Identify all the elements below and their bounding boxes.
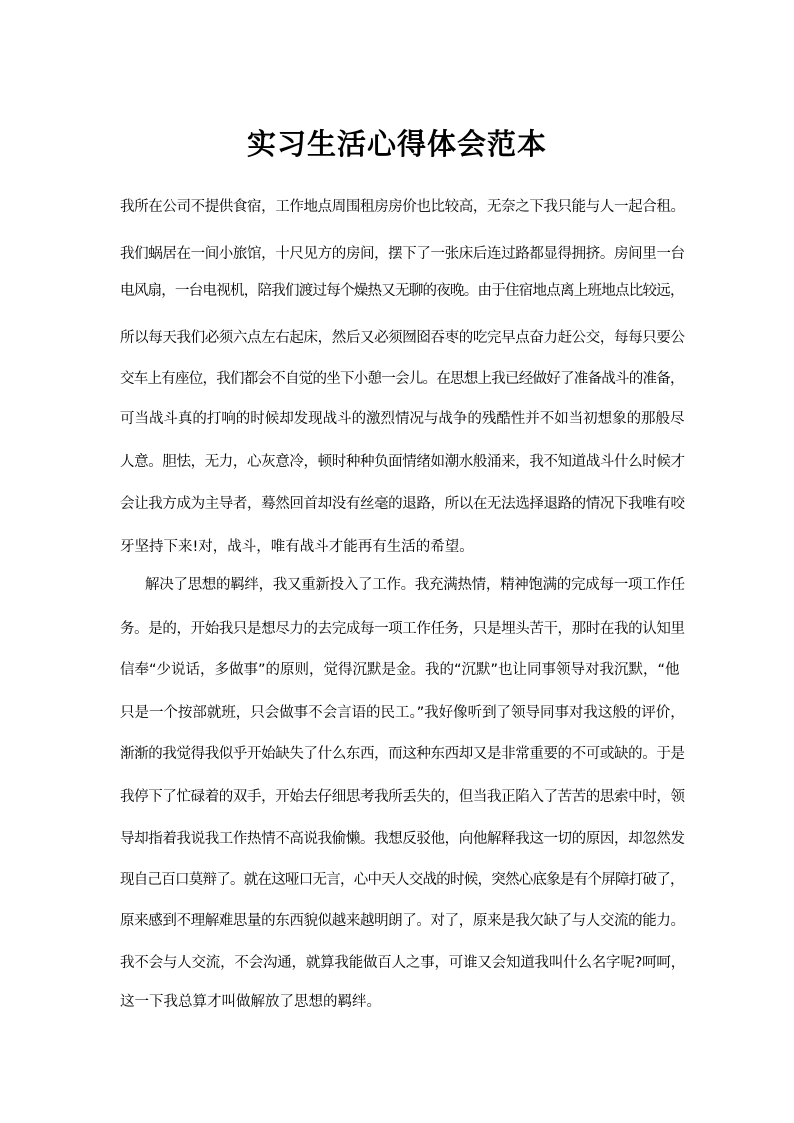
paragraph-line: 可当战斗真的打响的时候却发现战斗的激烈情况与战争的残酷性并不如当初想象的那般尽 xyxy=(120,411,685,427)
paragraph-line: 所以每天我们必须六点左右起床，然后又必须囫囵吞枣的吃完早点奋力赶公交，每每只要公 xyxy=(120,330,685,346)
paragraph-line: 牙坚持下来!对，战斗，唯有战斗才能再有生活的希望。 xyxy=(120,539,474,555)
paragraph-line: 我所在公司不提供食宿，工作地点周围租房房价也比较高，无奈之下我只能与人一起合租。 xyxy=(120,199,685,215)
paragraph-line: 务。是的，开始我只是想尽力的去完成每一项工作任务，只是埋头苦干，那时在我的认知里 xyxy=(120,621,685,637)
paragraph-line: 信奉“少说话，多做事”的原则，觉得沉默是金。我的“沉默”也让同事领导对我沉默，“他 xyxy=(120,662,680,678)
paragraph-line: 渐渐的我觉得我似乎开始缺失了什么东西，而这种东西却又是非常重要的不可或缺的。于是 xyxy=(120,746,685,762)
paragraph-line: 人意。胆怯，无力，心灰意冷，顿时种种负面情绪如潮水般涌来，我不知道战斗什么时候才 xyxy=(120,454,685,470)
paragraph-line: 这一下我总算才叫做解放了思想的羁绊。 xyxy=(120,994,381,1010)
paragraph-line: 会让我方成为主导者，蓦然回首却没有丝毫的退路，所以在无法选择退路的情况下我唯有咬 xyxy=(120,496,685,512)
paragraph-line: 我们蜗居在一间小旅馆，十尺见方的房间，摆下了一张床后连过路都显得拥挤。房间里一台 xyxy=(120,246,685,262)
paragraph-line: 电风扇，一台电视机，陪我们渡过每个燥热又无聊的夜晚。由于住宿地点离上班地点比较远， xyxy=(120,283,684,299)
paragraph-line: 我不会与人交流，不会沟通，就算我能做百人之事，可谁又会知道我叫什么名字呢?呵呵， xyxy=(120,955,685,971)
document-title: 实习生活心得体会范本 xyxy=(246,127,547,161)
paragraph-line: 现自己百口莫辩了。就在这哑口无言，心中天人交战的时候，突然心底象是有个屏障打破了， xyxy=(120,872,684,888)
paragraph-line: 解决了思想的羁绊，我又重新投入了工作。我充满热情，精神饱满的完成每一项工作任 xyxy=(145,577,685,593)
paragraph-line: 交车上有座位，我们都会不自觉的坐下小憩一会儿。在思想上我已经做好了准备战斗的准备， xyxy=(120,371,684,387)
paragraph-line: 导却指着我说我工作热情不高说我偷懒。我想反驳他，向他解释我这一切的原因，却忽然发 xyxy=(120,831,685,847)
paragraph-line: 原来感到不理解难思量的东西貌似越来越明朗了。对了，原来是我欠缺了与人交流的能力。 xyxy=(120,913,685,929)
paragraph-line: 我停下了忙碌着的双手，开始去仔细思考我所丢失的，但当我正陷入了苦苦的思索中时，领 xyxy=(120,789,685,805)
paragraph-line: 只是一个按部就班，只会做事不会言语的民工。”我好像听到了领导同事对我这般的评价， xyxy=(120,705,685,721)
